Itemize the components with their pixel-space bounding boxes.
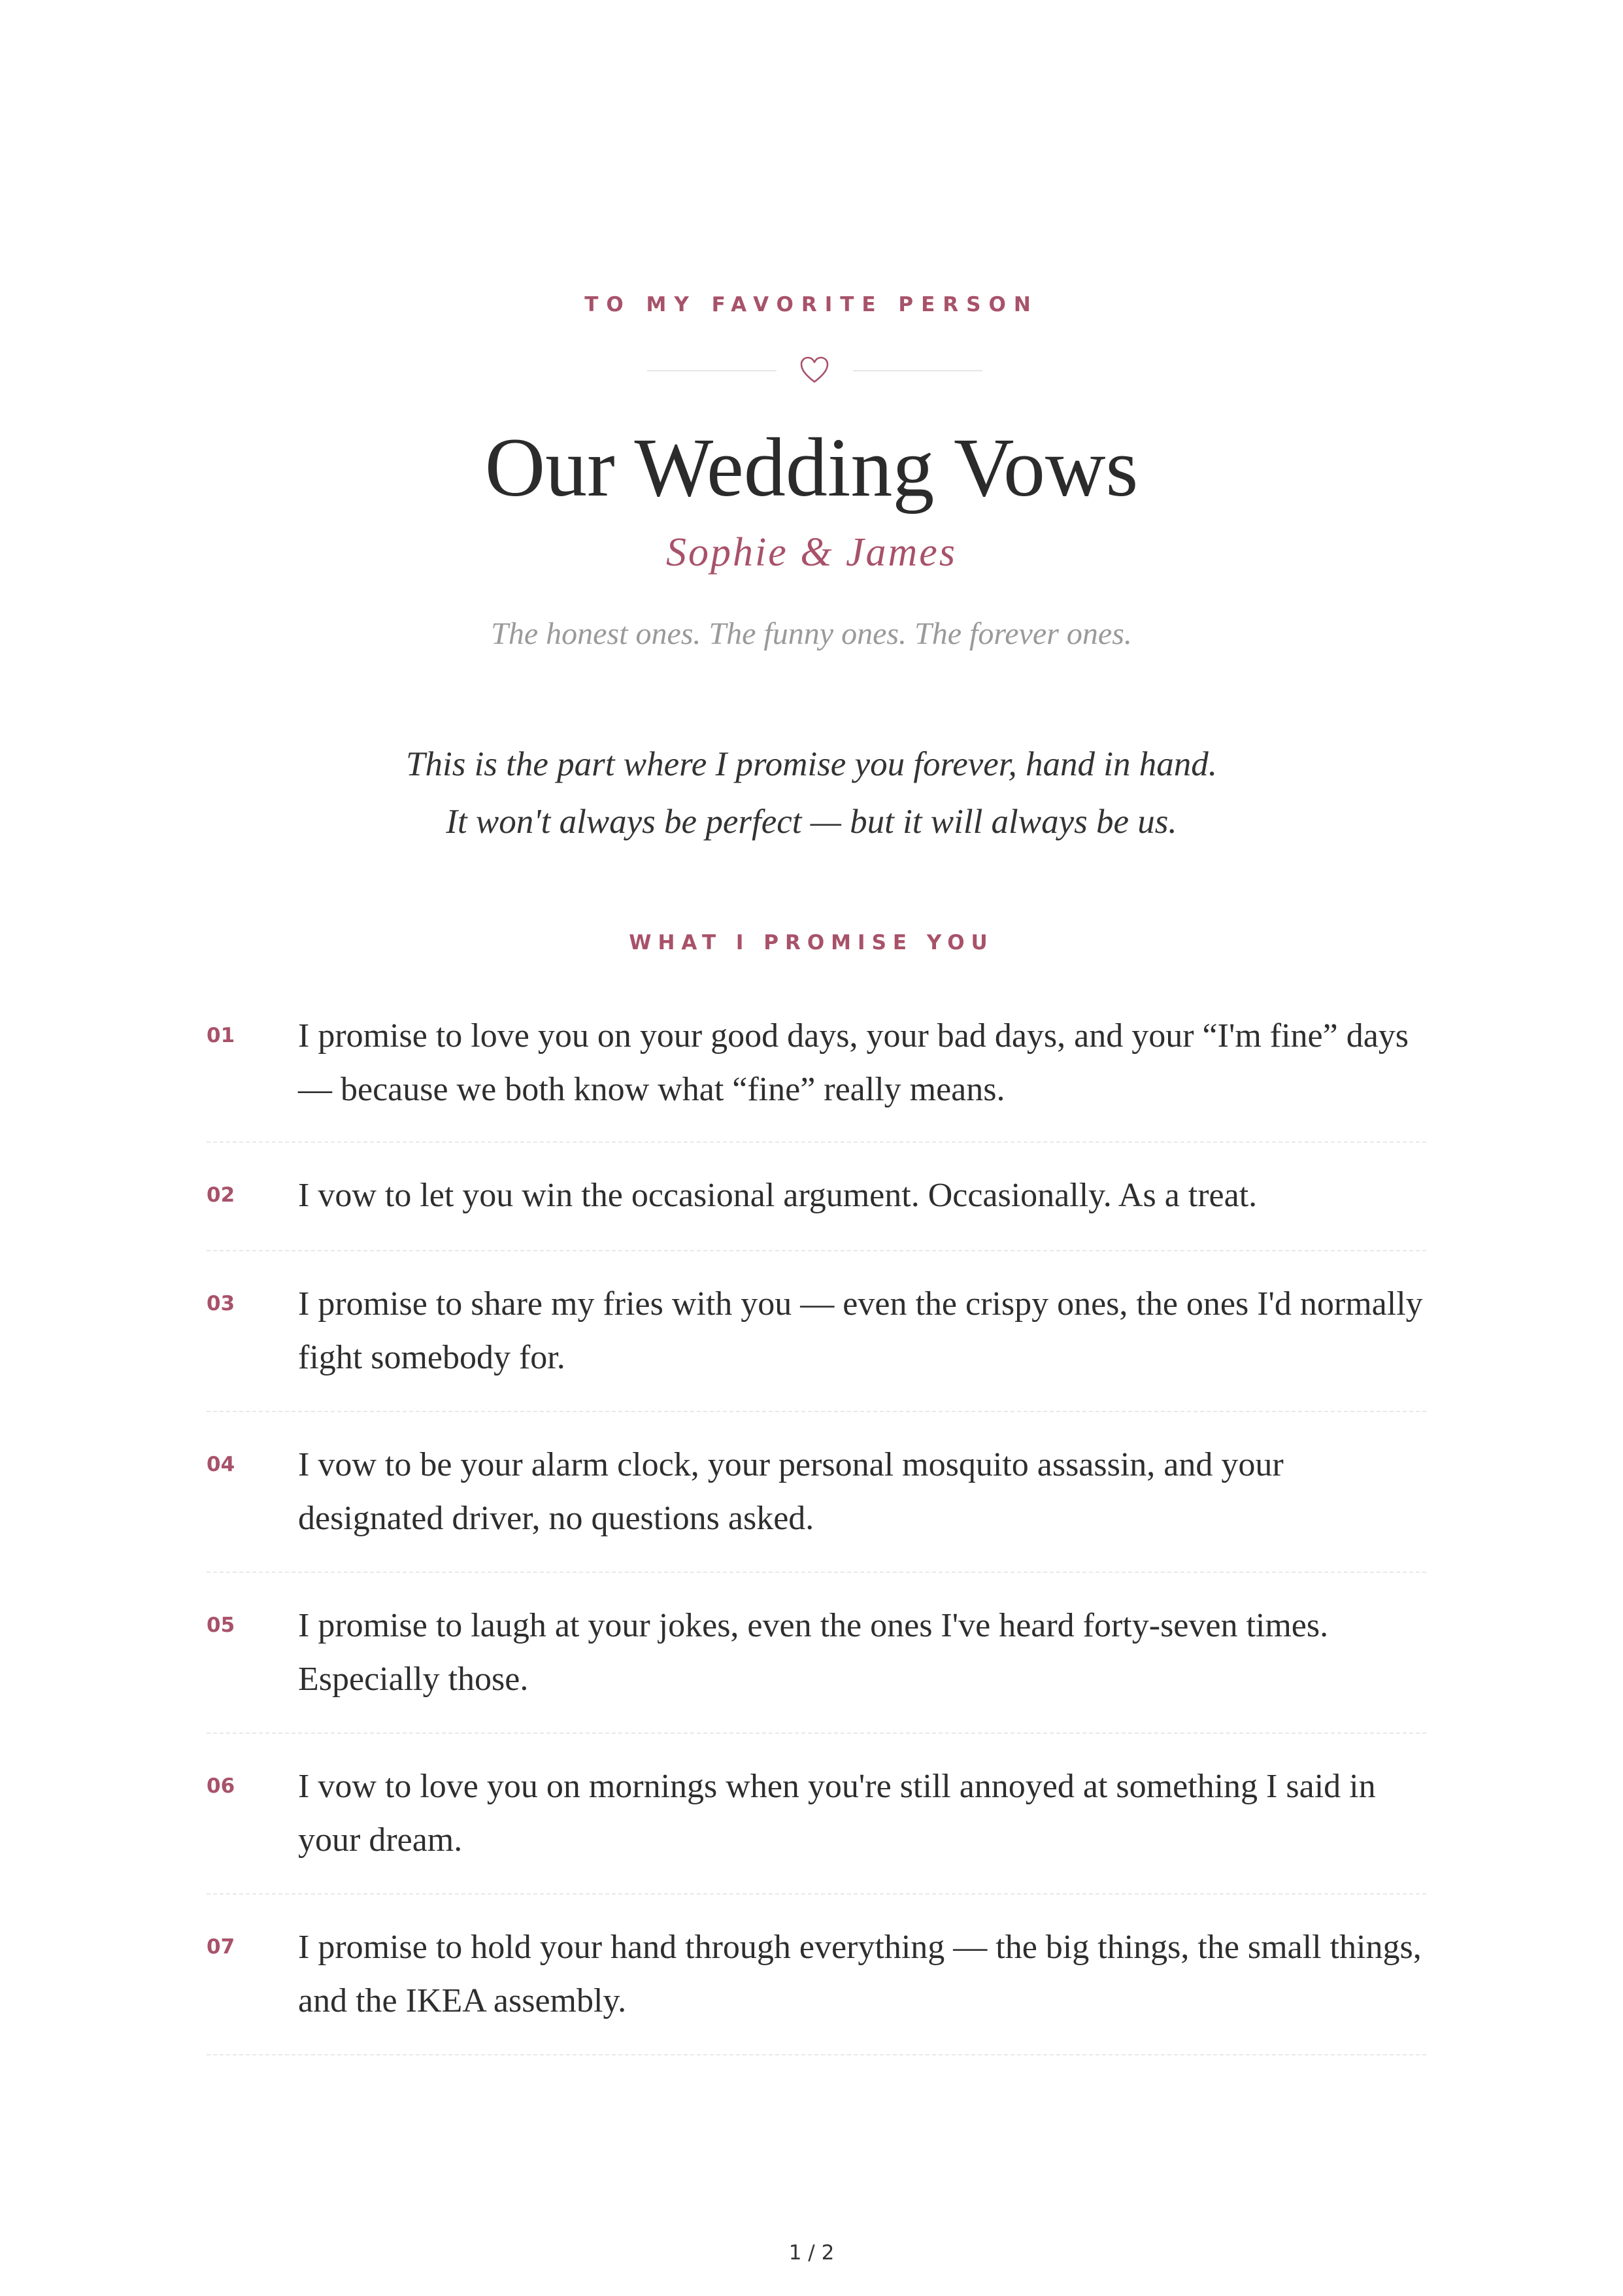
- page-indicator: 1 / 2: [788, 2241, 835, 2265]
- vow-text: I vow to be your alarm clock, your personal mosquito assassin, and your designated driver, no questions asked.: [298, 1446, 1284, 1537]
- vow-text: I promise to hold your hand through everything — the big things, the small things, and the IKEA assembly.: [298, 1929, 1422, 2019]
- vow-text: I promise to love you on your good days, your bad days, and your “I'm fine” days — because we both know what “fine” really means.: [298, 1017, 1409, 1108]
- couple-names: Sophie & James: [666, 530, 957, 575]
- vow-text: I promise to laugh at your jokes, even the ones I've heard forty-seven times. Especially those.: [298, 1607, 1329, 1698]
- eyebrow-label: TO MY FAVORITE PERSON: [584, 293, 1039, 316]
- vow-item: [207, 983, 1426, 1143]
- vow-text: I vow to let you win the occasional argument. Occasionally. As a treat.: [298, 1177, 1258, 1214]
- vow-item: [207, 1143, 1426, 1251]
- vow-number: 03: [207, 1292, 235, 1315]
- vow-item: [207, 1895, 1426, 2055]
- vows-list: [207, 983, 1426, 2055]
- page-title: Our Wedding Vows: [484, 421, 1139, 514]
- divider-line-left: [647, 370, 777, 371]
- intro-line-2: It won't always be perfect — but it will always be us.: [446, 803, 1177, 841]
- heart-icon: [797, 354, 831, 386]
- vow-number: 01: [207, 1024, 235, 1047]
- divider-line-right: [853, 370, 982, 371]
- vow-item: [207, 1573, 1426, 1734]
- vow-number: 04: [207, 1453, 235, 1476]
- vow-item: [207, 1412, 1426, 1573]
- vow-number: 05: [207, 1613, 235, 1637]
- intro-paragraph: [0, 735, 1623, 851]
- section-heading: WHAT I PROMISE YOU: [629, 931, 994, 954]
- vow-number: 02: [207, 1183, 235, 1207]
- intro-line-1: This is the part where I promise you forever, hand in hand.: [406, 745, 1217, 783]
- vow-text: I promise to share my fries with you — even the crispy ones, the ones I'd normally fight somebody for.: [298, 1285, 1423, 1376]
- vow-number: 07: [207, 1935, 235, 1959]
- heart-divider: [647, 353, 982, 387]
- vow-item: [207, 1251, 1426, 1412]
- vow-text: I vow to love you on mornings when you're still annoyed at something I said in your dream.: [298, 1768, 1376, 1859]
- tagline: The honest ones. The funny ones. The forever ones.: [491, 616, 1132, 651]
- vow-number: 06: [207, 1774, 235, 1798]
- vow-item: [207, 1734, 1426, 1895]
